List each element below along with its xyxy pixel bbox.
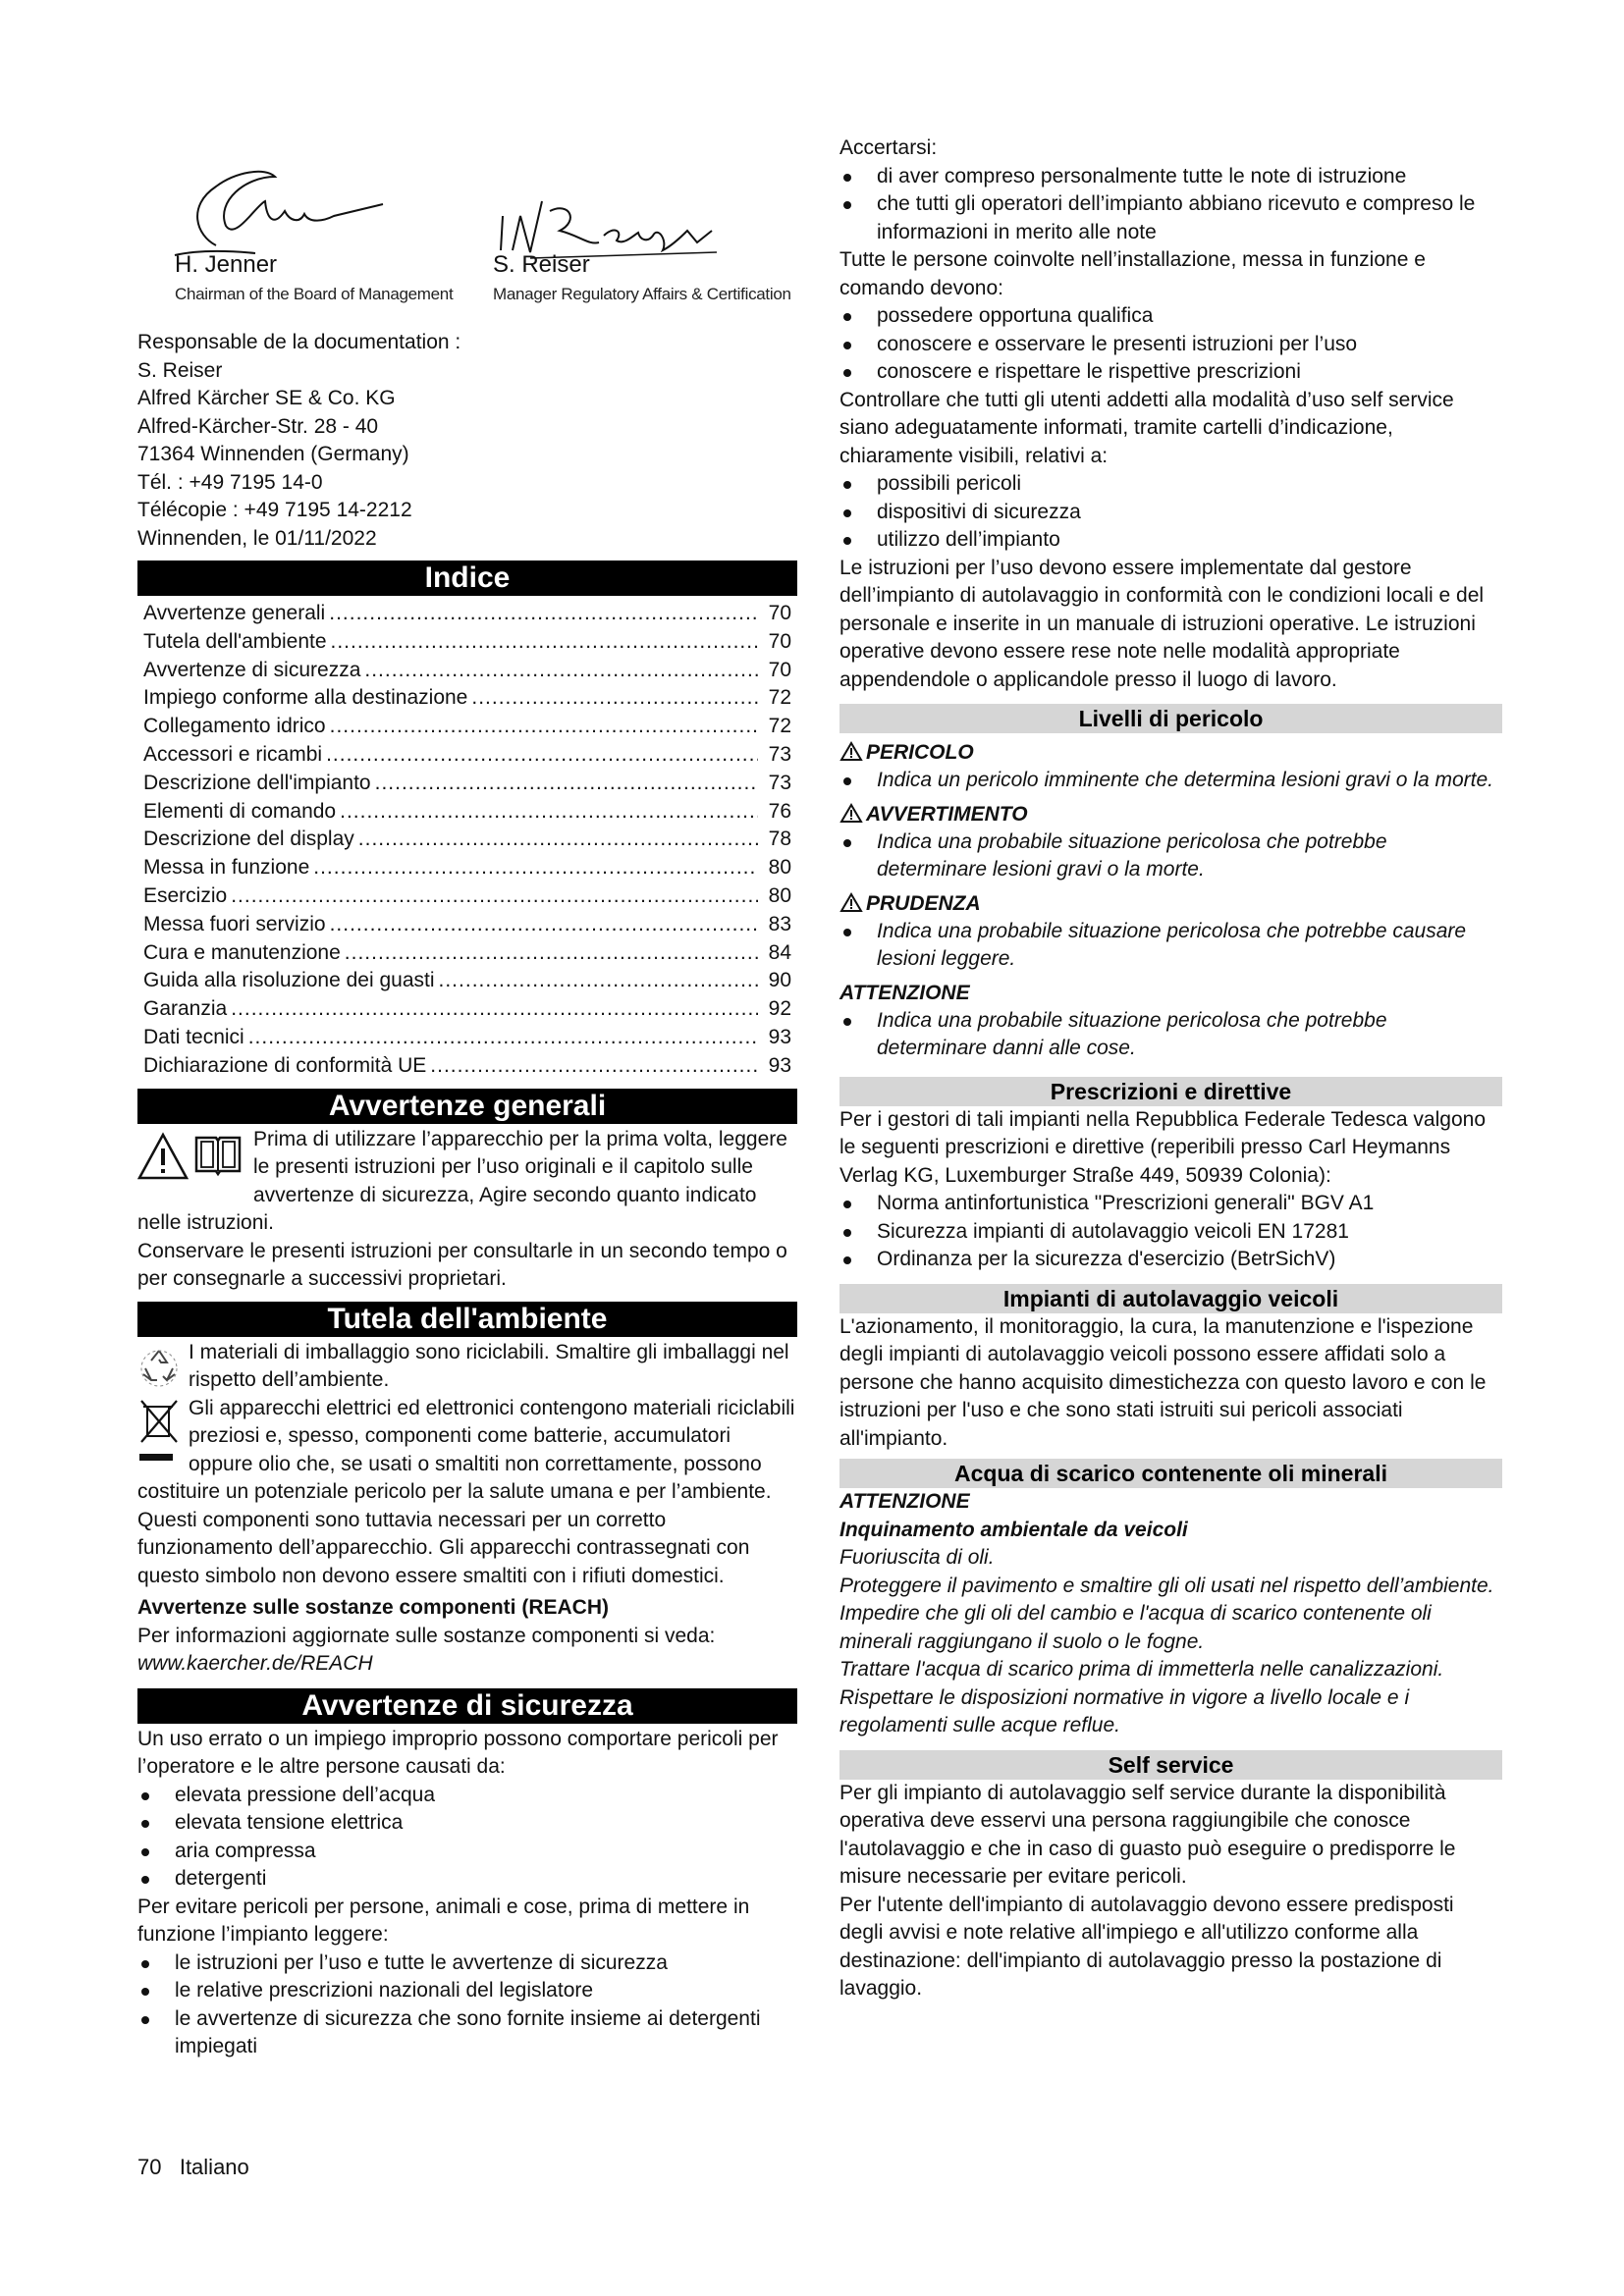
toc-entry[interactable]: Esercizio ..... 80 xyxy=(137,882,797,911)
list-item: le relative prescrizioni nazionali del legislatore xyxy=(137,1977,797,2005)
carwash-text: L'azionamento, il monitoraggio, la cura, la manutenzione e l'ispezione degli impianti di autolavaggio veicoli possono essere affidati solo a persone che hanno acquisito dimestichezza con questo lavoro e con le istruzioni per l'uso e che sono stati istruiti sui pericoli associati all'impianto. xyxy=(839,1314,1487,1450)
doc-responsible-line: 71364 Winnenden (Germany) xyxy=(137,443,409,465)
general-notes xyxy=(137,1126,797,1294)
toc-entry[interactable]: Descrizione del display ..... 78 xyxy=(137,826,797,854)
toc-entry[interactable]: Descrizione dell'impianto ..... 73 xyxy=(137,770,797,798)
hazard-label-caution: PRUDENZA xyxy=(839,890,1502,918)
signature-block xyxy=(137,0,797,329)
toc-entry[interactable]: Tutela dell'ambiente ..... 70 xyxy=(137,628,797,657)
weee-note xyxy=(137,1395,797,1591)
selfservice-text-1: Per gli impianto di autolavaggio self service durante la disponibilità operativa deve esservi una persona raggiungibile che conosce l'autolavaggio e che in caso di guasto può eseguire o predisporre le misure necessarie per evitare pericoli. xyxy=(839,1781,1456,1888)
page-footer xyxy=(137,2155,249,2180)
signer-2-role: Manager Regulatory Affairs & Certification xyxy=(493,285,791,303)
oil-line: Proteggere il pavimento e smaltire gli oli usati nel rispetto dell’ambiente. xyxy=(839,1574,1494,1597)
list-item: le istruzioni per l’uso e tutte le avvertenze di sicurezza xyxy=(137,1949,797,1978)
signature-jenner xyxy=(157,147,412,265)
list-item: aria compressa xyxy=(137,1838,797,1866)
doc-responsible-line: Winnenden, le 01/11/2022 xyxy=(137,526,377,550)
list-item: elevata tensione elettrica xyxy=(137,1809,797,1838)
manual-text: Le istruzioni per l’uso devono essere implementate dal gestore dell’impianto di autolavaggio in conformità con le condizioni locali e del personale e inserite in un manuale di istruzioni operative. Le istruzioni operative devono essere rese note nelle modalità appropriate appendendole o applicandole presso il luogo di lavoro. xyxy=(839,556,1485,691)
doc-responsible-line: Tél. : +49 7195 14-0 xyxy=(137,470,323,494)
recycle-text: I materiali di imballaggio sono riciclabili. Smaltire gli imballaggi nel rispetto dell’ambiente. xyxy=(189,1340,789,1392)
selfservice-text-2: Per l'utente dell'impianto di autolavaggio devono essere predisposti degli avvisi e note relative all'impiego e all'utilizzo conforme alla destinazione: dell'impianto di autolavaggio presso la postazione di lavaggio. xyxy=(839,1893,1454,2000)
general-text-2: Conservare le presenti istruzioni per consultarle in un secondo tempo o per consegnarle a successivi proprietari. xyxy=(137,1239,787,1291)
doc-responsible-line: Télécopie : +49 7195 14-2212 xyxy=(137,499,412,521)
section-heading-carwash: Impianti di autolavaggio veicoli xyxy=(839,1284,1502,1313)
toc-entry[interactable]: Garanzia ..... 92 xyxy=(137,995,797,1024)
list-item: utilizzo dell’impianto xyxy=(839,526,1502,555)
persons-list xyxy=(839,302,1502,387)
right-column xyxy=(839,134,1502,2003)
crossed-bin-icon xyxy=(137,1397,181,1468)
section-heading-hazard-levels: Livelli di pericolo xyxy=(839,704,1502,733)
weee-text: Gli apparecchi elettrici ed elettronici contengono materiali riciclabili preziosi e, spesso, componenti come batterie, accumulatori oppure olio che, se usati o smaltiti non correttamente, possono costituire un potenziale pericolo per la salute umana e per l’ambiente. Questi componenti sono tuttavia necessari per un corretto funzionamento dell’apparecchio. Gli apparecchi contrassegnati con questo simbolo non devono essere smaltiti con i rifiuti domestici. xyxy=(137,1396,795,1587)
list-item: possedere opportuna qualifica xyxy=(839,302,1502,331)
section-heading-oil: Acqua di scarico contenente oli minerali xyxy=(839,1459,1502,1488)
signer-1-role: Chairman of the Board of Management xyxy=(175,285,454,303)
toc-entry[interactable]: Cura e manutenzione ..... 84 xyxy=(137,939,797,968)
list-item: detergenti xyxy=(137,1865,797,1894)
environment-section xyxy=(137,1339,797,1679)
reach-link[interactable]: www.kaercher.de/REACH xyxy=(137,1652,373,1676)
oil-line: Fuoriuscita di oli. xyxy=(839,1546,995,1569)
section-heading-environment: Tutela dell'ambiente xyxy=(137,1302,797,1337)
general-icons xyxy=(137,1126,247,1185)
danger-list xyxy=(137,1782,797,1894)
safety-intro: Un uso errato o un impiego improprio possono comportare pericoli per l’operatore e le altre persone causati da: xyxy=(137,1727,779,1779)
toc-entry[interactable]: Dati tecnici ..... 93 xyxy=(137,1024,797,1052)
list-item: Sicurezza impianti di autolavaggio veicoli EN 17281 xyxy=(839,1218,1502,1247)
warning-triangle-icon xyxy=(839,803,863,824)
hazard-label-danger: PERICOLO xyxy=(839,739,1502,767)
list-item: elevata pressione dell’acqua xyxy=(137,1782,797,1810)
hazard-label-notice: ATTENZIONE xyxy=(839,981,970,1004)
hazard-desc: Indica una probabile situazione pericolosa che potrebbe determinare lesioni gravi o la morte. xyxy=(839,828,1502,884)
index-heading: Indice xyxy=(137,561,797,596)
regulations-intro: Per i gestori di tali impianti nella Repubblica Federale Tedesca valgono le seguenti prescrizioni e direttive (reperibili presso Carl Heymanns Verlag KG, Luxemburger Straße 449, 50939 Colonia): xyxy=(839,1107,1486,1187)
signer-2-name: S. Reiser xyxy=(493,251,590,278)
regulations-list xyxy=(839,1190,1502,1274)
left-column xyxy=(137,0,797,2061)
list-item: dispositivi di sicurezza xyxy=(839,499,1502,527)
oil-line: Trattare l'acqua di scarico prima di immetterla nelle canalizzazioni. xyxy=(839,1658,1444,1681)
toc-entry[interactable]: Impiego conforme alla destinazione ..... 72 xyxy=(137,684,797,713)
toc-entry[interactable]: Dichiarazione di conformità UE ..... 93 xyxy=(137,1052,797,1081)
recycle-icon xyxy=(137,1345,181,1388)
safety-section xyxy=(137,1726,797,2061)
doc-responsible-line: S. Reiser xyxy=(137,358,223,382)
toc-entry[interactable]: Accessori e ricambi ..... 73 xyxy=(137,741,797,770)
toc-entry[interactable]: Avvertenze generali ..... 70 xyxy=(137,600,797,628)
control-intro: Controllare che tutti gli utenti addetti alla modalità d’uso self service siano adeguatamente informati, tramite cartelli d’indicazione, chiaramente visibili, relativi a: xyxy=(839,388,1454,467)
hazard-label-warning: AVVERTIMENTO xyxy=(839,801,1502,828)
hazard-desc: Indica una probabile situazione pericolosa che potrebbe causare lesioni leggere. xyxy=(839,918,1502,974)
list-item: conoscere e rispettare le rispettive prescrizioni xyxy=(839,358,1502,387)
list-item: possibili pericoli xyxy=(839,470,1502,499)
toc-entry[interactable]: Elementi di comando ..... 76 xyxy=(137,798,797,827)
section-heading-safety: Avvertenze di sicurezza xyxy=(137,1688,797,1724)
read-list xyxy=(137,1949,797,2061)
safety-read-intro: Per evitare pericoli per persone, animali e cose, prima di mettere in funzione l’impianto leggere: xyxy=(137,1895,750,1947)
section-heading-selfservice: Self service xyxy=(839,1750,1502,1780)
section-heading-general: Avvertenze generali xyxy=(137,1089,797,1124)
warning-triangle-icon xyxy=(839,741,863,762)
hazard-desc: Indica una probabile situazione pericolosa che potrebbe determinare danni alle cose. xyxy=(839,1007,1502,1063)
section-heading-regulations: Prescrizioni e direttive xyxy=(839,1077,1502,1106)
ensure-label: Accertarsi: xyxy=(839,136,938,159)
list-item: Ordinanza per la sicurezza d'esercizio (BetrSichV) xyxy=(839,1246,1502,1274)
hazard-desc: Indica un pericolo imminente che determina lesioni gravi o la morte. xyxy=(839,767,1502,795)
control-list xyxy=(839,470,1502,555)
list-item: che tutti gli operatori dell’impianto abbiano ricevuto e compreso le informazioni in merito alle note xyxy=(839,190,1502,246)
general-text-1: Prima di utilizzare l’apparecchio per la prima volta, leggere le presenti istruzioni per l’uso originali e il capitolo sulle avvertenze di sicurezza, Agire secondo quanto indicato nelle istruzioni. xyxy=(137,1127,787,1235)
toc-entry[interactable]: Avvertenze di sicurezza ..... 70 xyxy=(137,657,797,685)
table-of-contents xyxy=(137,600,797,1081)
persons-intro: Tutte le persone coinvolte nell’installazione, messa in funzione e comando devono: xyxy=(839,248,1426,299)
doc-responsible-line: Alfred-Kärcher-Str. 28 - 40 xyxy=(137,414,379,438)
signature-reiser xyxy=(491,182,805,260)
list-item: conoscere e osservare le presenti istruzioni per l’uso xyxy=(839,331,1502,359)
oil-notice-label: ATTENZIONE xyxy=(839,1490,970,1513)
list-item: di aver compreso personalmente tutte le note di istruzione xyxy=(839,163,1502,191)
signer-1-name: H. Jenner xyxy=(175,251,278,278)
recycle-note xyxy=(137,1339,797,1395)
ensure-list xyxy=(839,163,1502,247)
reach-title: Avvertenze sulle sostanze componenti (REACH) xyxy=(137,1596,609,1620)
page-number: 70 xyxy=(137,2155,162,2179)
toc-entry[interactable]: Messa fuori servizio ..... 83 xyxy=(137,911,797,939)
hazard-levels xyxy=(839,739,1502,1063)
manual-book-icon xyxy=(192,1132,244,1177)
toc-entry[interactable]: Guida alla risoluzione dei guasti ..... 90 xyxy=(137,967,797,995)
doc-responsible-line: Responsable de la documentation : xyxy=(137,331,461,353)
list-item: le avvertenze di sicurezza che sono fornite insieme ai detergenti impiegati xyxy=(137,2005,797,2061)
footer-language: Italiano xyxy=(179,2155,249,2179)
toc-entry[interactable]: Messa in funzione ..... 80 xyxy=(137,854,797,882)
toc-entry[interactable]: Collegamento idrico ..... 72 xyxy=(137,713,797,741)
warning-triangle-icon xyxy=(839,892,863,913)
warning-triangle-icon xyxy=(137,1132,189,1181)
oil-subtitle: Inquinamento ambientale da veicoli xyxy=(839,1518,1188,1541)
reach-text: Per informazioni aggiornate sulle sostanze componenti si veda: xyxy=(137,1624,716,1647)
oil-line: Rispettare le disposizioni normative in vigore a livello locale e i regolamenti sulle acque reflue. xyxy=(839,1685,1410,1736)
doc-responsible-block xyxy=(137,329,797,553)
doc-responsible-line: Alfred Kärcher SE & Co. KG xyxy=(137,387,396,409)
oil-line: Impedire che gli oli del cambio e l'acqua di scarico contenente oli minerali raggiungano il suolo o le fogne. xyxy=(839,1602,1432,1653)
list-item: Norma antinfortunistica "Prescrizioni generali" BGV A1 xyxy=(839,1190,1502,1218)
